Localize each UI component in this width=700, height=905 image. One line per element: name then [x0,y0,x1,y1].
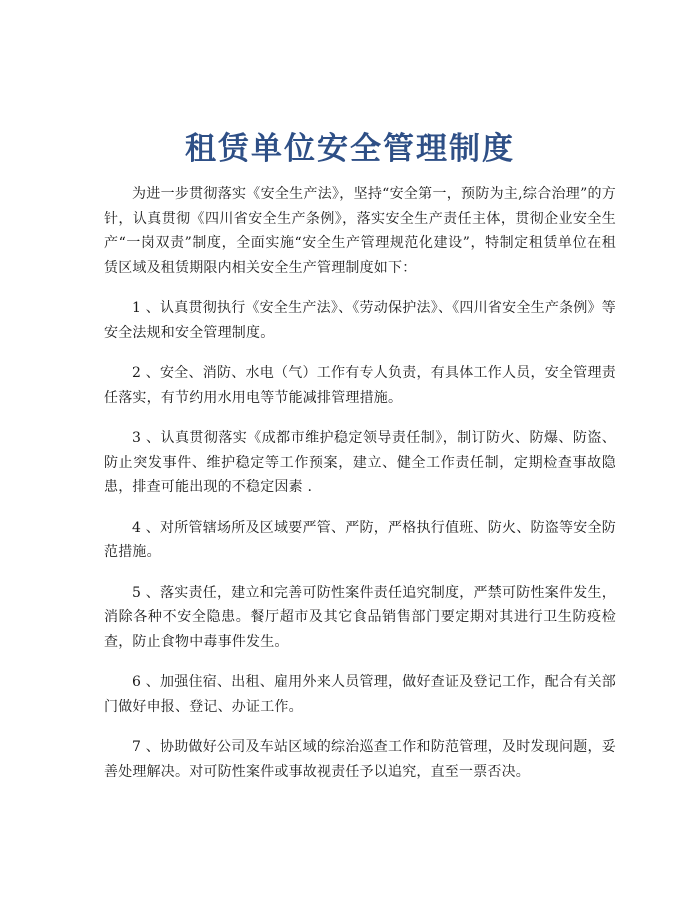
paragraph-intro: 为进一步贯彻落实《安全生产法》，坚持“安全第一，预防为主,综合治理”的方针，认真贯彻《四川省安全生产条例》，落实安全生产责任主体，贯彻企业安全生产“一岗双责”制度，全面实施“安全生产管理规范化建设”，特制定租赁单位在租赁区域及租赁期限内相关安全生产管理制度如下： [104,186,616,276]
document-title: 租赁单位安全管理制度 [185,130,515,167]
paragraph-item-4: 4 、对所管辖场所及区域要严管、严防，严格执行值班、防火、防盗等安全防范措施。 [104,519,616,560]
document-body [104,182,616,784]
paragraph-item-1: 1 、认真贯彻执行《安全生产法》、《劳动保护法》、《四川省安全生产条例》等安全法规和安全管理制度。 [104,300,616,341]
paragraph-item-2: 2 、安全、消防、水电（气）工作有专人负责，有具体工作人员，安全管理责任落实，有节约用水用电等节能减排管理措施。 [104,365,616,406]
paragraph-item-5: 5 、落实责任，建立和完善可防性案件责任追究制度，严禁可防性案件发生，消除各种不安全隐患。餐厅超市及其它食品销售部门要定期对其进行卫生防疫检查，防止食物中毒事件发生。 [104,584,616,650]
paragraph-item-3: 3 、认真贯彻落实《成都市维护稳定领导责任制》，制订防火、防爆、防盗、防止突发事件、维护稳定等工作预案，建立、健全工作责任制，定期检查事故隐患，排查可能出现的不稳定因素 . [104,430,616,495]
paragraph-item-7: 7 、协助做好公司及车站区域的综治巡查工作和防范管理，及时发现问题，妥善处理解决。对可防性案件或事故视责任予以追究，直至一票否决。 [104,739,616,780]
paragraph-item-6: 6 、加强住宿、出租、雇用外来人员管理，做好查证及登记工作，配合有关部门做好申报、登记、办证工作。 [104,674,616,715]
